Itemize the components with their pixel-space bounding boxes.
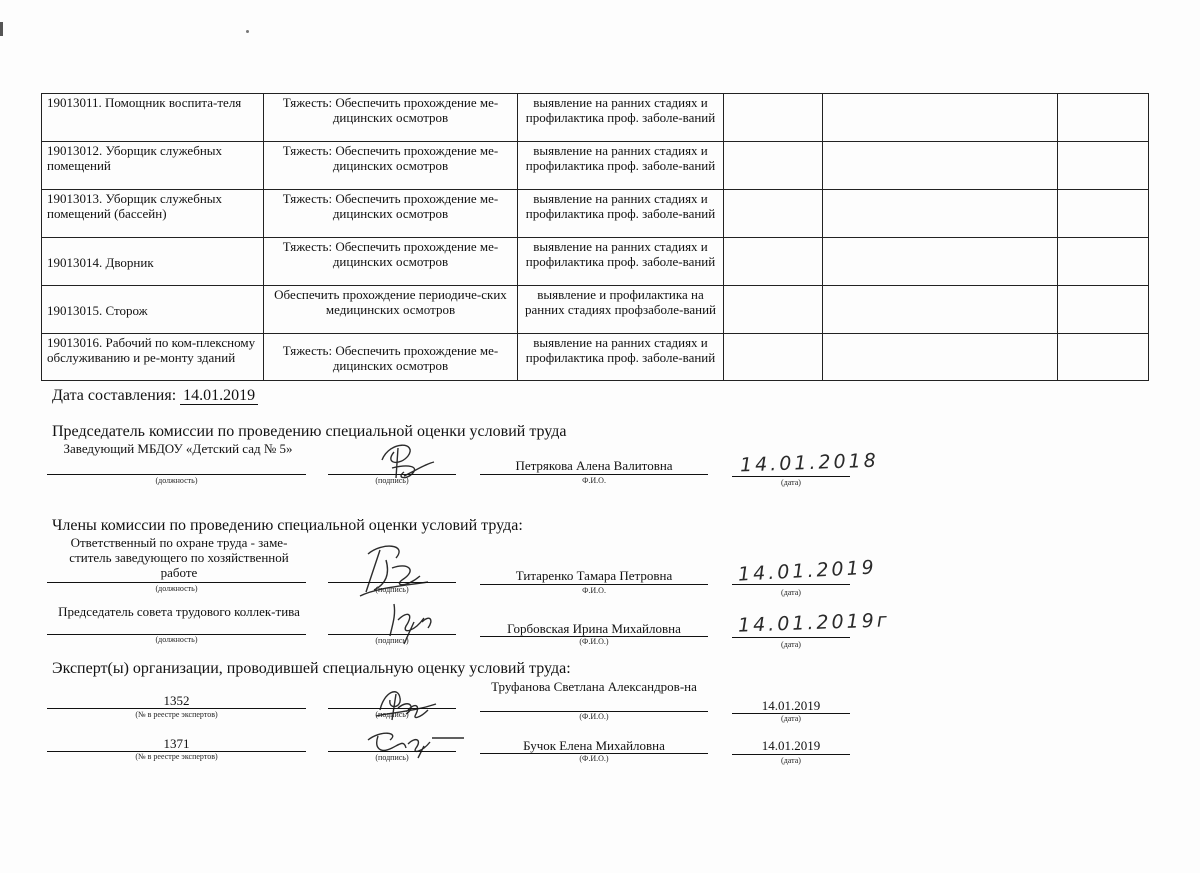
member-2-position: Председатель совета трудового коллек-тива [58,604,300,619]
chairman-signature-line [328,474,456,475]
empty-cell [823,190,1058,238]
measure-cell: Обеспечить прохождение периодиче-ских медицинских осмотров [264,286,518,334]
expert-2-date-line [732,754,850,755]
expert-1-number-line [47,708,306,709]
expert-1-signature-line [328,708,456,709]
empty-cell [1058,286,1149,334]
position-cell: 19013013. Уборщик служебных помещений (бассейн) [42,190,264,238]
expert-1-date: 14.01.2019 [761,698,821,713]
date-caption: (дата) [781,714,801,723]
member-2-date-line [732,637,850,638]
member-1-name-line [480,584,708,585]
fio-caption: (Ф.И.О.) [579,754,609,763]
empty-cell [724,334,823,381]
chairman-name-line [480,474,708,475]
table-row [42,238,1149,286]
measure-cell: Тяжесть: Обеспечить прохождение ме-дицинских осмотров [264,190,518,238]
signature-caption: (подпись) [375,585,409,594]
table-row [42,334,1149,381]
empty-cell [823,94,1058,142]
position-cell: 19013015. Сторож [42,286,264,334]
signature-caption: (подпись) [375,636,409,645]
member-1-position-line [47,582,306,583]
registry-caption: (№ в реестре экспертов) [135,710,218,719]
compiled-date-value: 14.01.2019 [180,387,258,405]
goal-cell: выявление и профилактика на ранних стадиях профзаболе-ваний [518,286,724,334]
expert-2-date: 14.01.2019 [761,738,821,753]
member-1-signature-line [328,582,456,583]
goal-cell: выявление на ранних стадиях и профилактика проф. заболе-ваний [518,334,724,381]
member-2-date-handwritten: 14.01.2019г [737,609,891,637]
chairman-position: Заведующий МБДОУ «Детский сад № 5» [63,441,293,456]
empty-cell [1058,238,1149,286]
compiled-date-line [52,387,258,405]
expert-1-number: 1352 [163,693,190,708]
empty-cell [1058,94,1149,142]
members-heading: Члены комиссии по проведению специальной оценки условий труда: [52,517,523,534]
chairman-heading: Председатель комиссии по проведению специальной оценки условий труда [52,423,567,440]
position-cell: 19013014. Дворник [42,238,264,286]
goal-cell: выявление на ранних стадиях и профилактика проф. заболе-ваний [518,94,724,142]
date-caption: (дата) [781,640,801,649]
member-1-date-handwritten: 14.01.2019 [737,556,878,586]
empty-cell [724,286,823,334]
table-row [42,142,1149,190]
chairman-name: Петрякова Алена Валитовна [515,458,673,473]
measure-cell: Тяжесть: Обеспечить прохождение ме-дицинских осмотров [264,94,518,142]
fio-caption: Ф.И.О. [582,476,606,485]
date-caption: (дата) [781,588,801,597]
goal-cell: выявление на ранних стадиях и профилактика проф. заболе-ваний [518,238,724,286]
empty-cell [724,94,823,142]
goal-cell: выявление на ранних стадиях и профилактика проф. заболе-ваний [518,142,724,190]
expert-2-name: Бучок Елена Михайловна [523,738,665,753]
date-caption: (дата) [781,756,801,765]
member-1-date-line [732,584,850,585]
measure-cell: Тяжесть: Обеспечить прохождение ме-дицинских осмотров [264,334,518,381]
expert-2-number: 1371 [163,736,190,751]
date-caption: (дата) [781,478,801,487]
measures-table [41,93,1149,381]
fio-caption: (Ф.И.О.) [579,637,609,646]
position-cell: 19013011. Помощник воспита-теля [42,94,264,142]
table-row [42,286,1149,334]
position-caption: (должность) [155,476,198,485]
member-1-position: Ответственный по охране труда - заме-ститель заведующего по хозяйственной работе [69,535,289,580]
signature-caption: (подпись) [375,476,409,485]
chairman-position-line [47,474,306,475]
member-1-name: Титаренко Тамара Петровна [515,568,673,583]
measure-cell: Тяжесть: Обеспечить прохождение ме-дицинских осмотров [264,238,518,286]
fio-caption: (Ф.И.О.) [579,712,609,721]
empty-cell [823,142,1058,190]
position-caption: (должность) [155,584,198,593]
empty-cell [1058,190,1149,238]
position-caption: (должность) [155,635,198,644]
table-row [42,190,1149,238]
empty-cell [1058,142,1149,190]
table-row [42,94,1149,142]
chairman-date-line [732,476,850,477]
chairman-date-handwritten: 14.01.2018 [739,449,880,477]
member-2-signature-line [328,634,456,635]
empty-cell [724,190,823,238]
empty-cell [1058,334,1149,381]
empty-cell [823,238,1058,286]
member-2-name: Горбовская Ирина Михайловна [507,621,681,636]
experts-heading: Эксперт(ы) организации, проводившей специальную оценку условий труда: [52,660,571,677]
empty-cell [724,142,823,190]
empty-cell [823,334,1058,381]
position-cell: 19013016. Рабочий по ком-плексному обслуживанию и ре-монту зданий [42,334,264,381]
measure-cell: Тяжесть: Обеспечить прохождение ме-дицинских осмотров [264,142,518,190]
position-cell: 19013012. Уборщик служебных помещений [42,142,264,190]
signature-caption: (подпись) [375,753,409,762]
registry-caption: (№ в реестре экспертов) [135,752,218,761]
compiled-date-label: Дата составления: [52,387,177,404]
signature-caption: (подпись) [375,710,409,719]
expert-1-name: Труфанова Светлана Александров-на [491,679,697,694]
scan-edge-mark [0,22,3,36]
empty-cell [724,238,823,286]
goal-cell: выявление на ранних стадиях и профилактика проф. заболе-ваний [518,190,724,238]
scan-dot [246,30,249,33]
fio-caption: Ф.И.О. [582,586,606,595]
expert-2-signature-line [328,751,456,752]
empty-cell [823,286,1058,334]
